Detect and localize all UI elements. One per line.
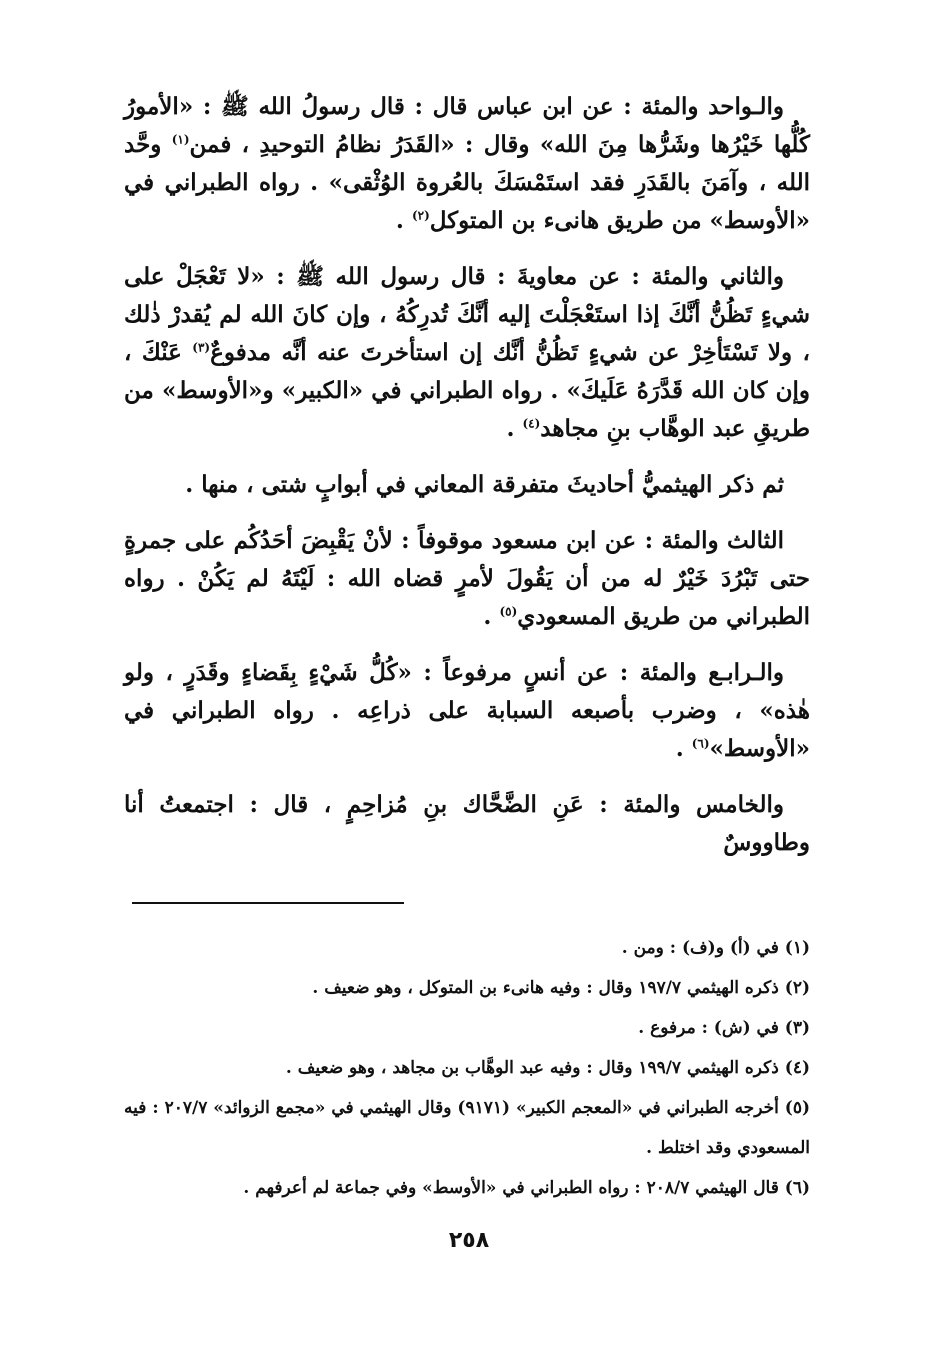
paragraph-hadith-104 [124, 654, 810, 768]
footnotes [124, 928, 810, 1208]
main-text [124, 88, 810, 880]
paragraph-hadith-101 [124, 88, 810, 240]
paragraph-text: . [506, 415, 523, 442]
footnote-marker: (١) [171, 132, 190, 147]
footnote-6: (٦) قال الهيثمي ٢٠٨/٧ : رواه الطبراني في «الأوسط» وفي جماعة لم أعرفهم . [243, 1178, 810, 1198]
page-number: ٢٥٨ [448, 1228, 490, 1253]
footnote-marker: (٦) [691, 736, 710, 751]
paragraph-text: عَنْكَ ، وإن كان الله قَدَّرَهُ عَلَيكَ» . رواه الطبراني في «الكبير» و«الأوسط» من طريقِ عبد الوهَّاب بنِ مجاهد [124, 339, 810, 442]
paragraph-text: . [395, 207, 412, 234]
footnote-4: (٤) ذكره الهيثمي ١٩٩/٧ وقال : وفيه عبد الوهَّاب بن مجاهد ، وهو ضعيف . [285, 1058, 810, 1078]
footnote-separator [132, 902, 404, 904]
footnote-marker: (٥) [499, 604, 518, 619]
footnote-3: (٣) في (ش) : مرفوع . [638, 1018, 810, 1038]
footnote-marker: (٤) [522, 416, 541, 431]
footnote-marker: (٢) [411, 208, 430, 223]
paragraph-intro [124, 466, 810, 504]
paragraph-text: ثم ذكر الهيثميُّ أحاديثَ متفرقة المعاني في أبوابٍ شتى ، منها . [185, 471, 784, 498]
footnote-5: (٥) أخرجه الطبراني في «المعجم الكبير» (٩١٧١) وقال الهيثمي في «مجمع الزوائد» ٢٠٧/٧ : فيه المسعودي وقد اختلط . [124, 1098, 811, 1158]
paragraph-text: . [483, 603, 500, 630]
paragraph-hadith-102 [124, 258, 810, 448]
paragraph-text: . [675, 735, 692, 762]
footnote-marker: (٣) [192, 340, 211, 355]
footnote-2: (٢) ذكره الهيثمي ١٩٧/٧ وقال : وفيه هانىء بن المتوكل ، وهو ضعيف . [312, 978, 810, 998]
paragraph-text: الثالث والمئة : عن ابن مسعود موقوفاً : لأنْ يَقْبِضَ أحَدُكُم على جمرةٍ حتى تَبْرُدَ خَيْرٌ له من أن يَقُولَ لأمرٍ قضاه الله : لَيْتَهُ لم يَكُنْ . رواه الطبراني من طريق المسعودي [124, 527, 810, 630]
paragraph-text: والـواحد والمئة : عن ابن عباس قال : قال رسولُ الله ﷺ : «الأمورُ كُلُّها خَيْرُها وشَرُّها مِنَ الله» وقال : «القَدَرُ نظامُ التوحيدِ ، فمن [124, 93, 810, 158]
footnote-1: (١) في (أ) و(ف) : ومن . [621, 938, 810, 958]
paragraph-text: وحَّد الله ، وآمَنَ بالقَدَرِ فقد استَمْسَكَ بالعُروة الوُثْقى» . رواه الطبراني في «الأوسط» من طريق هانىء بن المتوكل [124, 131, 810, 234]
paragraph-text: والخامس والمئة : عَنِ الضَّحَّاك بنِ مُزاحِمٍ ، قال : اجتمعتُ أنا وطاووسٌ [124, 791, 810, 856]
paragraph-text: والـرابـع والمئة : عن أنسٍ مرفوعاً : «كُلُّ شَيْءٍ بِقَضاءٍ وقَدَرٍ ، ولو هٰذه» ، وضرب بأصبعه السبابة على ذراعِه . رواه الطبراني في «الأوسط» [124, 659, 810, 762]
paragraph-hadith-105 [124, 786, 810, 862]
paragraph-hadith-103 [124, 522, 810, 636]
paragraph-text: والثاني والمئة : عن معاويةَ : قال رسول الله ﷺ : «لا تَعْجَلْ على شيءٍ تَظُنُّ أنَّكَ إذا استَعْجَلْتَ إليه أنَّكَ تُدرِكُهُ ، وإن كانَ الله لم يُقدرْ ذٰلك ، ولا تَسْتَأخِرْ عن شيءٍ تَظُنُّ أنَّك إن استأخرتَ عنه أنَّه مدفوعٌ [124, 263, 810, 366]
